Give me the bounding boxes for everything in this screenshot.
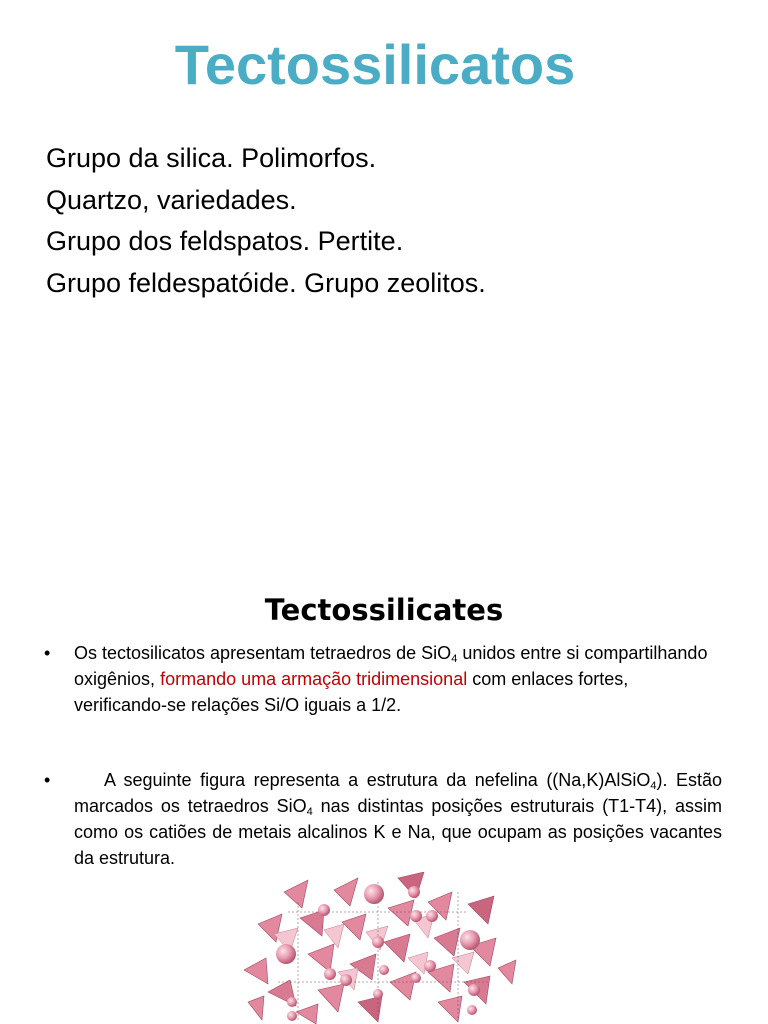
highlighted-text: formando uma armação tridimensional [160,669,468,689]
topic-line: Quartzo, variedades. [46,184,297,215]
topic-line: Grupo da silica. Polimorfos. [46,143,377,173]
topic-line: Grupo feldespatóide. Grupo zeolitos. [46,267,486,298]
bullet-paragraph [44,767,722,871]
bullet-marker: • [44,770,51,790]
subscript: 4 [306,806,313,818]
text-run: com enlaces fortes, verificando-se relações Si/O iguais a 1/2. [74,669,629,715]
topic-list [46,138,486,304]
topic-line: Grupo dos feldspatos. Pertite. [46,226,404,256]
bullet-marker: • [44,643,51,663]
slide-title: Tectossilicatos [174,33,576,96]
text-run: Os tectosilicatos apresentam tetraedros de SiO [74,643,452,663]
bullet-text [74,767,722,871]
bullet-paragraph [44,640,722,718]
section-title: Tectossilicates [264,593,504,627]
nepheline-structure-figure [238,872,520,1024]
text-run: ). Estão marcados os tetraedros SiO [74,770,722,816]
bullet-text [74,640,722,718]
subscript: 4 [650,780,657,792]
text-run: nas distintas posições estruturais (T1-T4), assim como os catiões de metais alcalinos K e Na, que ocupam as posições vacantes da estrutura. [74,796,722,868]
text-run: unidos entre si compartilhando oxigênios, [74,643,708,689]
subscript: 4 [451,653,458,665]
text-run: A seguinte figura representa a estrutura da nefelina ((Na,K)AlSiO [104,770,651,790]
